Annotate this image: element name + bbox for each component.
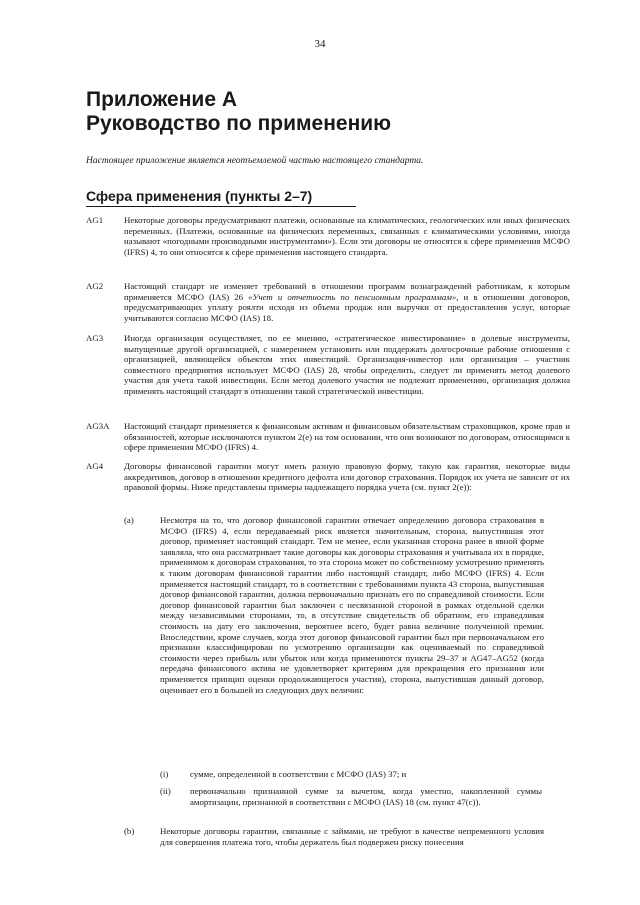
paragraph-label: AG1 xyxy=(86,215,104,225)
appendix-title-line-2: Руководство по применению xyxy=(86,112,392,135)
list-item-b xyxy=(124,826,544,847)
paragraph-text: Иногда организация осуществляет, по ее мнению, «стратегическое инвестирование» в долевые инструменты, выпущенные другой организацией, с намерением установить или поддержать долгосрочные рабочие отношения с организацией, являющейся объектом этих инвестиций. Организация-инвестор или организация – участник совместного предприятия использует МСФО (IAS) 28, чтобы определить, следует ли применять метод долевого участия для учета такой инвестиции. Если метод долевого участия не подлежит применению, организация должна применять настоящий стандарт в отношении такой стратегической инвестиции. xyxy=(124,333,570,396)
sub-item-label: (ii) xyxy=(160,786,171,796)
paragraph-label: AG2 xyxy=(86,281,104,291)
paragraph-text: Договоры финансовой гарантии могут иметь разную правовую форму, такую как гарантия, некоторые виды аккредитивов, договор в отношении кредитного дефолта или договор страхования. Порядок их учета не зависит от их правовой формы. Ниже представлены примеры надлежащего порядка учета (см. пункт 2(е)): xyxy=(124,461,570,493)
sub-item-text: сумме, определенной в соответствии с МСФО (IAS) 37; и xyxy=(190,769,407,779)
paragraph-label: AG3 xyxy=(86,333,104,343)
paragraph-text-start: Настоящий стандарт не изменяет требований в отношении программ вознаграждений работникам, к которым применяется МСФО (IAS) 26 xyxy=(124,281,570,302)
paragraph-text: Настоящий стандарт применяется к финансовым активам и финансовым обязательствам страховщиков, кроме прав и обязанностей, которые исключаются пунктом 2(е) на том основании, что они возникают по договорам, относящимся к сфере применения МСФО (IFRS) 4. xyxy=(124,421,570,453)
sub-item-ii xyxy=(160,786,542,807)
paragraph-text xyxy=(124,281,570,323)
paragraph-ag1 xyxy=(86,215,570,257)
appendix-intro: Настоящее приложение является неотъемлемой частью настоящего стандарта. xyxy=(86,156,424,166)
section-heading: Сфера применения (пункты 2–7) xyxy=(86,188,356,207)
paragraph-text-end: , и в отношении договоров, предусматривающих уплату роялти исходя из объема продаж или выручки от предоставления услуг, которые учитываются согласно МСФО (IAS) 18. xyxy=(124,291,570,323)
list-item-a xyxy=(124,515,544,695)
paragraph-label: AG3A xyxy=(86,421,110,431)
paragraph-label: AG4 xyxy=(86,461,104,471)
appendix-title xyxy=(86,88,586,136)
standard-title-italic: «Учет и отчетность по пенсионным программам» xyxy=(248,291,457,302)
paragraph-ag4 xyxy=(86,461,570,493)
paragraph-ag3a xyxy=(86,421,570,453)
list-item-label: (a) xyxy=(124,515,134,525)
list-item-label: (b) xyxy=(124,826,135,836)
paragraph-ag3 xyxy=(86,333,570,397)
sub-item-i xyxy=(160,769,542,780)
paragraph-ag2 xyxy=(86,281,570,323)
sub-item-label: (i) xyxy=(160,769,169,779)
list-item-text: Некоторые договоры гарантии, связанные с займами, не требуют в качестве непременного условия для совершения платежа того, чтобы держатель был подвержен риску понесения xyxy=(160,826,544,847)
list-item-text: Несмотря на то, что договор финансовой гарантии отвечает определению договора страхования в МСФО (IFRS) 4, если передаваемый риск является значительным, сторона, выпустившая этот договор, применяет настоящий стандарт. Тем не менее, если указанная сторона ранее в явной форме заявляла, что она рассматривает такие договоры как договоры страхования и учитывала их в порядке, применимом к договорам страхования, то эта сторона может по собственному усмотрению применять к таким договорам финансовой гарантии либо настоящий стандарт, либо МСФО (IFRS) 4. Если применяется настоящий стандарт, то в соответствии с требованиями пункта 43 сторона, выпустившая договор финансовой гарантии, должна первоначально признать его по справедливой стоимости. Если договор финансовой гарантии был заключен с несвязанной стороной в рамках отдельной сделки между независимыми сторонами, то, в отсутствие свидетельств об обратном, его справедливая стоимость на дату его заключения, вероятнее всего, будет равна величине полученной премии. Впоследствии, кроме случаев, когда этот договор финансовой гарантии был при первоначальном его признании классифицирован по усмотрению организации как оцениваемый по справедливой стоимости через прибыль или убыток или когда применяются пункты 29–37 и AG47–AG52 (когда передача финансового актива не удовлетворяет критериям для прекращения его признания или применяется принцип оценки продолжающегося участия), сторона, выпустившая данный договор, оценивает его в большей из следующих двух величин: xyxy=(160,515,544,695)
sub-item-text: первоначально признанной сумме за вычетом, когда уместно, накопленной суммы амортизации, признанной в соответствии с МСФО (IAS) 18 (см. пункт 47(с)). xyxy=(190,786,542,807)
appendix-title-line-1: Приложение А xyxy=(86,88,238,111)
paragraph-text: Некоторые договоры предусматривают платежи, основанные на климатических, геологических или иных физических переменных. (Платежи, основанные на физических переменных, связанных с климатическими условиями, иногда называют «погодными производными инструментами»). Если эти договоры не относятся к сфере применения МСФО (IFRS) 4, то они относятся к сфере применения настоящего стандарта. xyxy=(124,215,570,257)
page-number: 34 xyxy=(314,38,326,50)
